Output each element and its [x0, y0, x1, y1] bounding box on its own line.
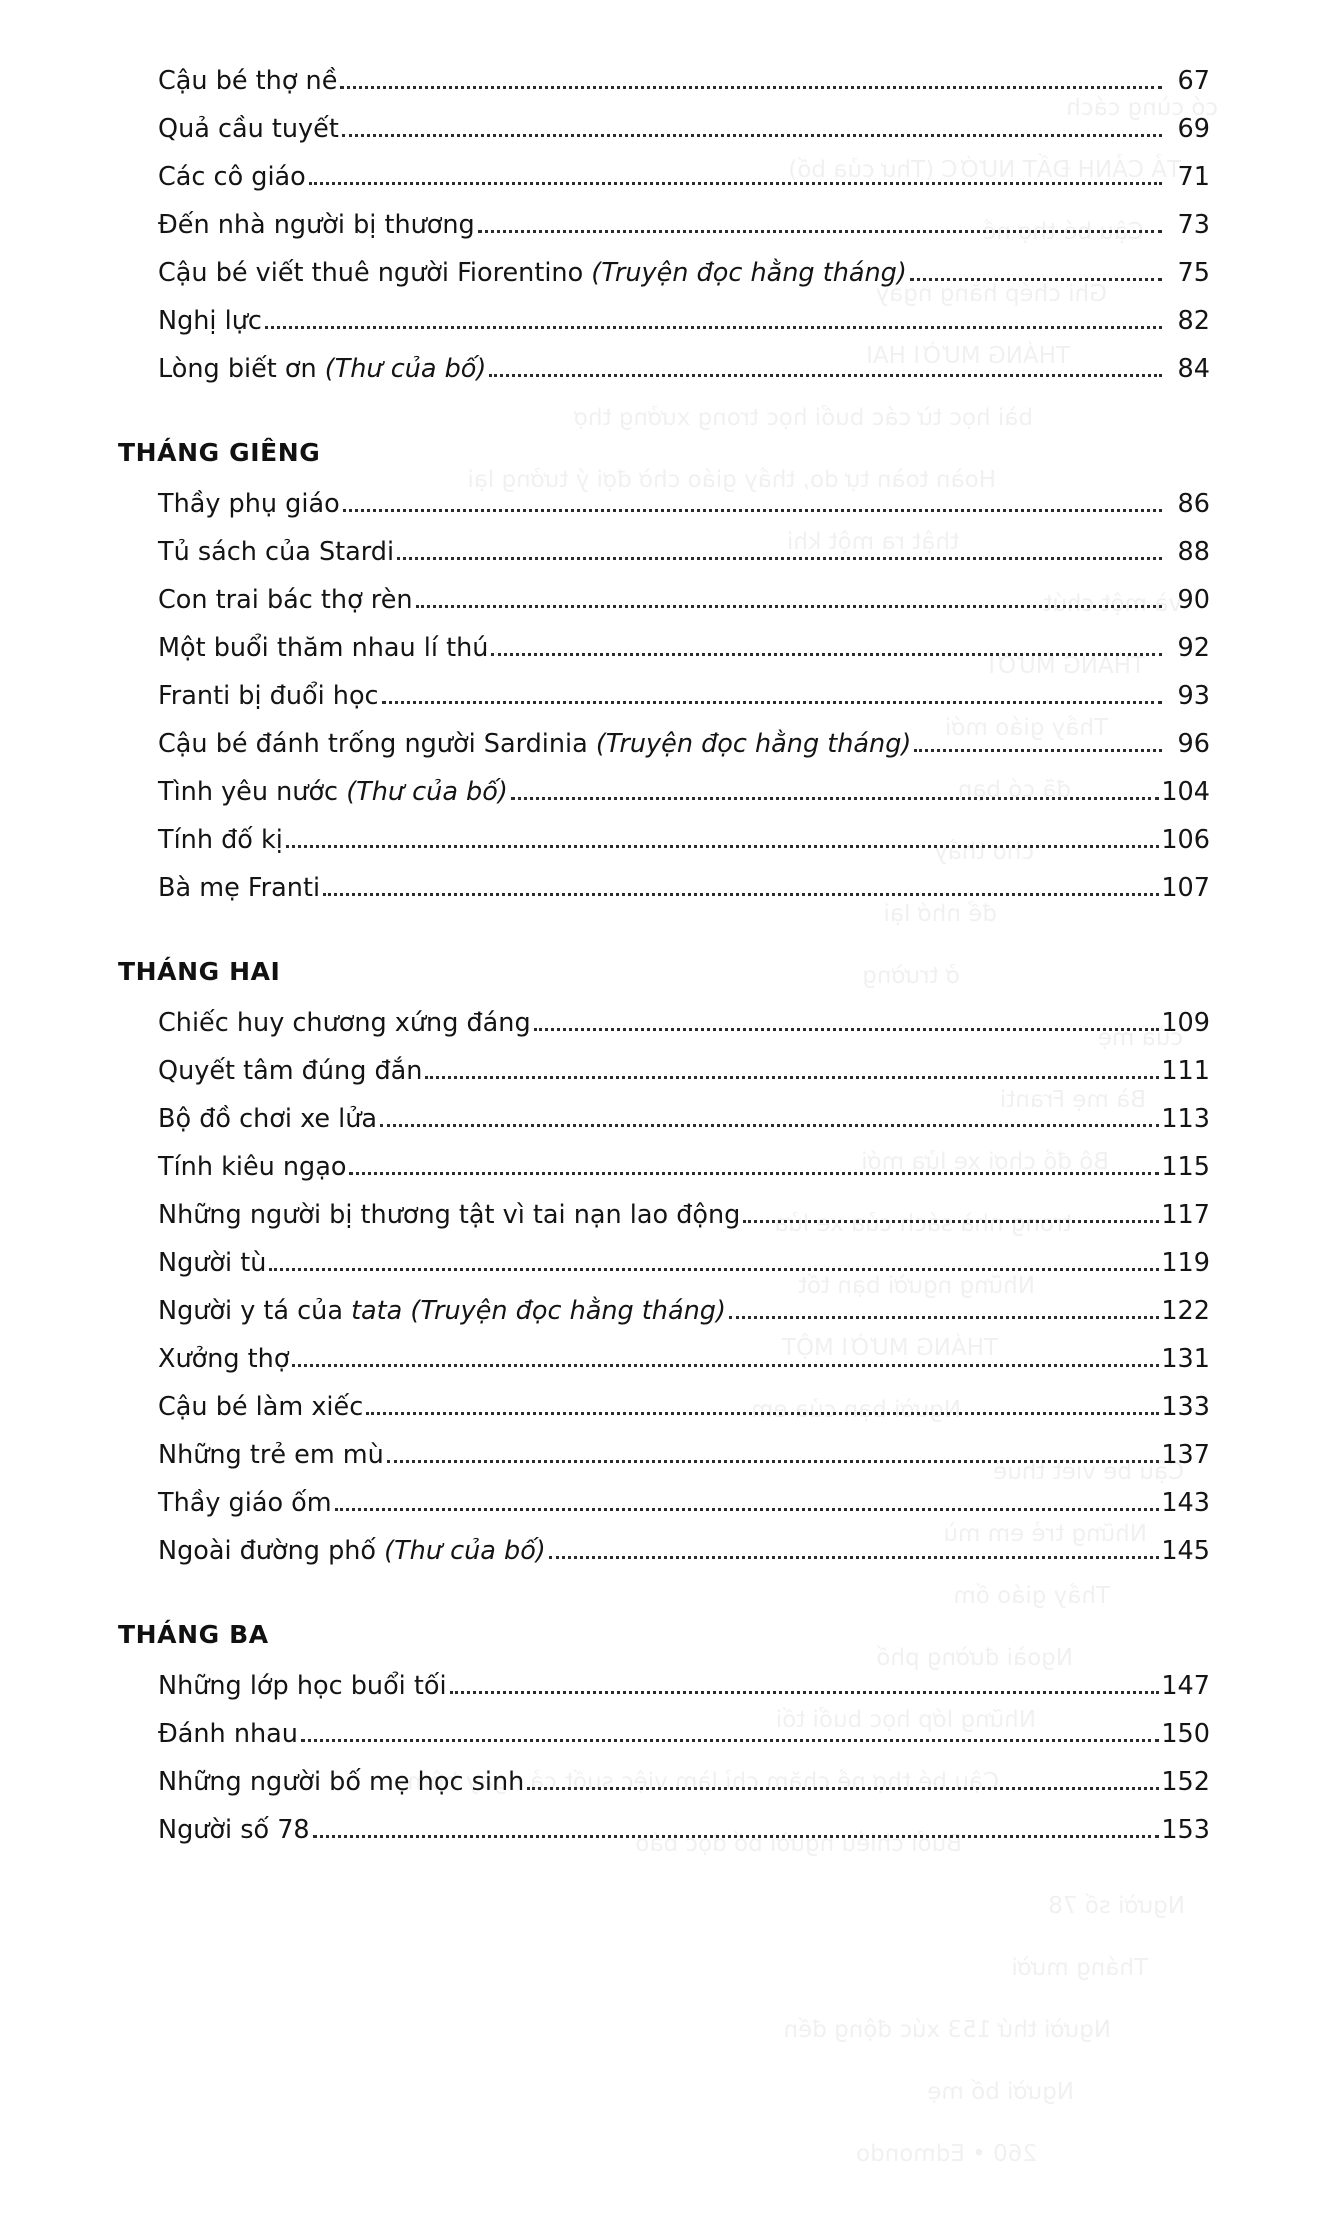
toc-entry-title-text: Quả cầu tuyết: [158, 113, 339, 144]
toc-leader-dots: [387, 1460, 1160, 1463]
toc-leader-dots: [382, 701, 1162, 704]
toc-leader-dots: [534, 1028, 1160, 1031]
toc-entry-note: (Thư của bố): [346, 776, 508, 807]
toc-entry[interactable]: [118, 481, 1210, 529]
toc-entry-page-number: 145: [1161, 1535, 1210, 1566]
toc-entry-title-text: Tính kiêu ngạo: [158, 1151, 347, 1182]
showthrough-line: Người số 78: [1048, 1893, 1185, 1919]
toc-entry-title: [158, 728, 912, 759]
toc-entry-title: [158, 632, 489, 663]
toc-entry-title: [158, 353, 487, 384]
showthrough-line: và một chút: [1043, 591, 1182, 617]
toc-section: [118, 58, 1210, 394]
showthrough-line: Người bố mẹ: [927, 2079, 1074, 2105]
toc-entry-page-number: 109: [1161, 1007, 1210, 1038]
toc-leader-dots: [335, 1508, 1160, 1511]
showthrough-line: Bà mẹ Franti: [999, 1087, 1146, 1113]
toc-entry-title-text: Quyết tâm đúng đắn: [158, 1055, 423, 1086]
toc-entry[interactable]: [118, 1240, 1210, 1288]
showthrough-line: Cậu bé thợ nề chăm chỉ làm việc suốt cả ngày hôm: [407, 1769, 999, 1795]
toc-entry-title-text: Người tù: [158, 1247, 267, 1278]
toc-entry-title: [158, 1439, 384, 1470]
toc-entry-title-text: Những người bị thương tật vì tai nạn lao động: [158, 1199, 741, 1230]
toc-entry-title-text: Người số 78: [158, 1814, 310, 1845]
toc-entry-title-text: Những lớp học buổi tối: [158, 1670, 447, 1701]
toc-entry-title-text: Các cô giáo: [158, 161, 306, 192]
toc-entry-page-number: 93: [1177, 680, 1210, 711]
toc-entry-page-number: 131: [1161, 1343, 1210, 1374]
toc-entry[interactable]: [118, 1288, 1210, 1336]
showthrough-line: Người bạn của em: [751, 1397, 961, 1423]
toc-entry-title: [158, 1343, 290, 1374]
toc-entry-title: [158, 488, 340, 519]
toc-entry-page-number: 113: [1161, 1103, 1210, 1134]
toc-entry-title: [158, 824, 283, 855]
toc-leader-dots: [265, 326, 1162, 329]
toc-entry-page-number: 75: [1177, 257, 1210, 288]
toc-entry-page-number: 73: [1177, 209, 1210, 240]
toc-leader-dots: [491, 653, 1162, 656]
showthrough-line: đã có bạn: [957, 777, 1071, 803]
showthrough-line: Cậu bé thợ nề: [982, 219, 1144, 245]
toc-leader-dots: [301, 1739, 1159, 1742]
toc-entry-title: [158, 1247, 267, 1278]
toc-entry-title-text: Thầy phụ giáo: [158, 488, 340, 519]
showthrough-line: Những người bạn tốt: [797, 1273, 1035, 1299]
showthrough-line: cho thầy: [934, 839, 1034, 865]
toc-entry[interactable]: [118, 346, 1210, 394]
toc-section-heading: THÁNG GIÊNG: [118, 438, 321, 467]
toc-entry[interactable]: [118, 1480, 1210, 1528]
toc-entry[interactable]: [118, 817, 1210, 865]
toc-entry-page-number: 137: [1161, 1439, 1210, 1470]
toc-entry[interactable]: [118, 769, 1210, 817]
showthrough-line: có cùng cách: [1066, 95, 1218, 121]
showthrough-line: Ghi chép hằng ngày: [875, 281, 1107, 307]
toc-entry-page-number: 143: [1161, 1487, 1210, 1518]
toc-entry-title: [158, 1151, 347, 1182]
toc-entry-title: [158, 1055, 423, 1086]
toc-entry-title: [158, 113, 339, 144]
toc-leader-dots: [511, 797, 1160, 800]
toc-entry-page-number: 104: [1161, 776, 1210, 807]
toc-entry[interactable]: [118, 529, 1210, 577]
toc-leader-dots: [397, 557, 1162, 560]
toc-entry[interactable]: [118, 298, 1210, 346]
showthrough-line: Tháng mười: [1011, 1955, 1148, 1981]
toc-entry-title-text: Chiếc huy chương xứng đáng: [158, 1007, 531, 1038]
toc-entry-title-text: Xưởng thợ: [158, 1343, 290, 1374]
toc-entry-title-text: Cậu bé làm xiếc: [158, 1391, 364, 1422]
toc-entry-title: [158, 680, 379, 711]
toc-entry[interactable]: [118, 1759, 1210, 1807]
showthrough-line: thật ra một khi: [787, 529, 959, 555]
toc-entry-title-text: Bà mẹ Franti: [158, 872, 321, 903]
toc-entry-page-number: 133: [1161, 1391, 1210, 1422]
toc-entry-page-number: 86: [1177, 488, 1210, 519]
toc-entry-title: [158, 1103, 378, 1134]
toc-entry-title: [158, 1295, 726, 1326]
toc-entry-title-text: Cậu bé viết thuê người Fiorentino: [158, 257, 592, 288]
toc-entry-title-text: Người y tá của: [158, 1295, 352, 1326]
toc-section: [118, 1620, 1210, 1855]
toc-entry[interactable]: [118, 250, 1210, 298]
toc-leader-dots: [450, 1691, 1160, 1694]
toc-leader-dots: [527, 1787, 1159, 1790]
toc-entry-title-text: Bộ đồ chơi xe lửa: [158, 1103, 378, 1134]
toc-leader-dots: [323, 893, 1159, 896]
toc-entry-page-number: 107: [1161, 872, 1210, 903]
toc-entry[interactable]: [118, 1000, 1210, 1048]
toc-entry-page-number: 147: [1161, 1670, 1210, 1701]
showthrough-line: bài học từ các buổi học trong xưởng thợ: [573, 405, 1033, 431]
toc-entry-title: [158, 1814, 310, 1845]
toc-entry-page-number: 115: [1161, 1151, 1210, 1182]
toc-entry[interactable]: [118, 577, 1210, 625]
toc-leader-dots: [269, 1268, 1159, 1271]
toc-leader-dots: [349, 1172, 1159, 1175]
toc-leader-dots: [313, 1835, 1160, 1838]
toc-entry[interactable]: [118, 58, 1210, 106]
toc-entry-title: [158, 1670, 447, 1701]
showthrough-line: THÁNG MƯỜI: [988, 653, 1145, 679]
showthrough-line: Thầy giáo ốm: [953, 1583, 1110, 1609]
showthrough-line: trong nhà sách của xe lửa: [774, 1211, 1072, 1237]
toc-entry-page-number: 82: [1177, 305, 1210, 336]
toc-entry[interactable]: [118, 1144, 1210, 1192]
toc-leader-dots: [343, 509, 1162, 512]
toc-section-heading: THÁNG BA: [118, 1620, 269, 1649]
toc-entry-title-text: Đến nhà người bị thương: [158, 209, 475, 240]
toc-entry-page-number: 122: [1161, 1295, 1210, 1326]
toc-entry[interactable]: [118, 1528, 1210, 1576]
toc-leader-dots: [910, 278, 1162, 281]
toc-entry-title: [158, 1487, 332, 1518]
showthrough-line: Buổi chiều người bố đọc báo: [635, 1831, 962, 1857]
toc-leader-dots: [729, 1316, 1159, 1319]
toc-entry-title-text: Một buổi thăm nhau lí thú: [158, 632, 489, 663]
toc-leader-dots: [366, 1412, 1159, 1415]
showthrough-line: Hoàn toàn tự do, thầy giáo chờ đợi ý tưởng lại: [467, 467, 996, 493]
toc-entry[interactable]: [118, 1663, 1210, 1711]
toc-entry-title: [158, 1007, 531, 1038]
toc-entry[interactable]: [118, 1096, 1210, 1144]
toc-section: [118, 438, 1210, 913]
toc-entry-title: [158, 584, 413, 615]
toc-entry-title-text: Tủ sách của Stardi: [158, 536, 395, 567]
toc-entry-page-number: 69: [1177, 113, 1210, 144]
toc-entry-title: [158, 1766, 525, 1797]
toc-entry-page-number: 117: [1161, 1199, 1210, 1230]
toc-entry-note: (Thư của bố): [384, 1535, 546, 1566]
showthrough-line: Những trẻ em mù: [943, 1521, 1147, 1547]
toc-entry-title-text: Franti bị đuổi học: [158, 680, 379, 711]
showthrough-line: Người thứ 153 xúc động đến: [783, 2017, 1111, 2043]
showthrough-line: TẢ CẢNH ĐẤT NƯỚC (Thư của bố): [788, 157, 1181, 183]
toc-entry[interactable]: [118, 106, 1210, 154]
toc-entry-note: tata (Truyện đọc hằng tháng): [351, 1295, 726, 1326]
toc-entry-title: [158, 257, 907, 288]
toc-leader-dots: [292, 1364, 1159, 1367]
toc-entry[interactable]: [118, 1807, 1210, 1855]
showthrough-line: 260 • Edmondo: [856, 2141, 1037, 2167]
toc-entry-title: [158, 536, 395, 567]
toc-entry-page-number: 119: [1161, 1247, 1210, 1278]
showthrough-line: Cậu bé viết thuê: [993, 1459, 1184, 1485]
toc-entry-title: [158, 1718, 298, 1749]
toc-entry-title-text: Ngoài đường phố: [158, 1535, 385, 1566]
toc-entry-title: [158, 1391, 364, 1422]
toc-entry-page-number: 67: [1177, 65, 1210, 96]
toc-entry-title-text: Những trẻ em mù: [158, 1439, 384, 1470]
showthrough-line: của mẹ: [1097, 1025, 1183, 1051]
toc-leader-dots: [478, 230, 1162, 233]
toc-entry-title-text: Con trai bác thợ rèn: [158, 584, 413, 615]
toc-entry-title-text: Thầy giáo ốm: [158, 1487, 332, 1518]
toc-entry-title: [158, 305, 262, 336]
toc-entry-page-number: 150: [1161, 1718, 1210, 1749]
showthrough-line: THÁNG MƯỜI HAI: [866, 343, 1070, 369]
toc-entry[interactable]: [118, 1336, 1210, 1384]
toc-entry[interactable]: [118, 1711, 1210, 1759]
showthrough-line: ở trường: [862, 963, 960, 989]
toc-leader-dots: [286, 845, 1159, 848]
toc-entry-title-text: Đánh nhau: [158, 1718, 298, 1749]
toc-entry-title: [158, 776, 508, 807]
toc-leader-dots: [549, 1556, 1160, 1559]
toc-entry-title: [158, 161, 306, 192]
toc-entry[interactable]: [118, 154, 1210, 202]
showthrough-line: Những lớp học buổi tối: [775, 1707, 1036, 1733]
toc-entry-page-number: 152: [1161, 1766, 1210, 1797]
toc-entry-title: [158, 1199, 741, 1230]
toc-entry-page-number: 106: [1161, 824, 1210, 855]
toc-entry-title: [158, 209, 475, 240]
toc-entry-page-number: 84: [1177, 353, 1210, 384]
showthrough-line: Bộ đồ chơi xe lửa mới: [861, 1149, 1109, 1175]
toc-entry-page-number: 111: [1161, 1055, 1210, 1086]
toc-leader-dots: [425, 1076, 1159, 1079]
toc-entry-title-text: Nghị lực: [158, 305, 262, 336]
toc-entry-page-number: 88: [1177, 536, 1210, 567]
toc-section-heading: THÁNG HAI: [118, 957, 281, 986]
toc-leader-dots: [743, 1220, 1159, 1223]
toc-entry-page-number: 90: [1177, 584, 1210, 615]
toc-leader-dots: [489, 374, 1162, 377]
toc-entry-title: [158, 65, 338, 96]
showthrough-line: để nhớ lại: [883, 901, 997, 927]
toc-entry[interactable]: [118, 1048, 1210, 1096]
toc-entry[interactable]: [118, 625, 1210, 673]
toc-entry[interactable]: [118, 673, 1210, 721]
toc-entry-title-text: Lòng biết ơn: [158, 353, 325, 384]
toc-leader-dots: [340, 86, 1162, 89]
toc-entry[interactable]: [118, 1384, 1210, 1432]
toc-leader-dots: [342, 134, 1162, 137]
toc-entry-title-text: Những người bố mẹ học sinh: [158, 1766, 525, 1797]
toc-entry[interactable]: [118, 865, 1210, 913]
toc-entry-page-number: 71: [1177, 161, 1210, 192]
toc-entry-note: (Truyện đọc hằng tháng): [595, 728, 912, 759]
toc-entry[interactable]: [118, 721, 1210, 769]
toc-entry[interactable]: [118, 1432, 1210, 1480]
toc-entry-title: [158, 872, 321, 903]
toc-entry[interactable]: [118, 1192, 1210, 1240]
toc-section: [118, 957, 1210, 1576]
toc-entry-title-text: Cậu bé thợ nề: [158, 65, 338, 96]
toc-entry-title-text: Tình yêu nước: [158, 776, 347, 807]
showthrough-line: THÁNG MƯỜI MỘT: [781, 1335, 998, 1361]
showthrough-line: Ngoài đường phố: [876, 1645, 1073, 1671]
toc-leader-dots: [380, 1124, 1159, 1127]
toc-entry[interactable]: [118, 202, 1210, 250]
showthrough-line: Thầy giáo mới: [945, 715, 1108, 741]
toc-entry-page-number: 96: [1177, 728, 1210, 759]
toc-entry-note: (Thư của bố): [324, 353, 487, 384]
toc-leader-dots: [309, 182, 1162, 185]
toc-leader-dots: [914, 749, 1162, 752]
toc-entry-title: [158, 1535, 546, 1566]
toc-entry-page-number: 153: [1161, 1814, 1210, 1845]
toc-entry-page-number: 92: [1177, 632, 1210, 663]
toc-leader-dots: [416, 605, 1162, 608]
toc-entry-title-text: Tính đố kị: [158, 824, 283, 855]
toc-entry-note: (Truyện đọc hằng tháng): [591, 257, 907, 288]
toc-entry-title-text: Cậu bé đánh trống người Sardinia: [158, 728, 596, 759]
